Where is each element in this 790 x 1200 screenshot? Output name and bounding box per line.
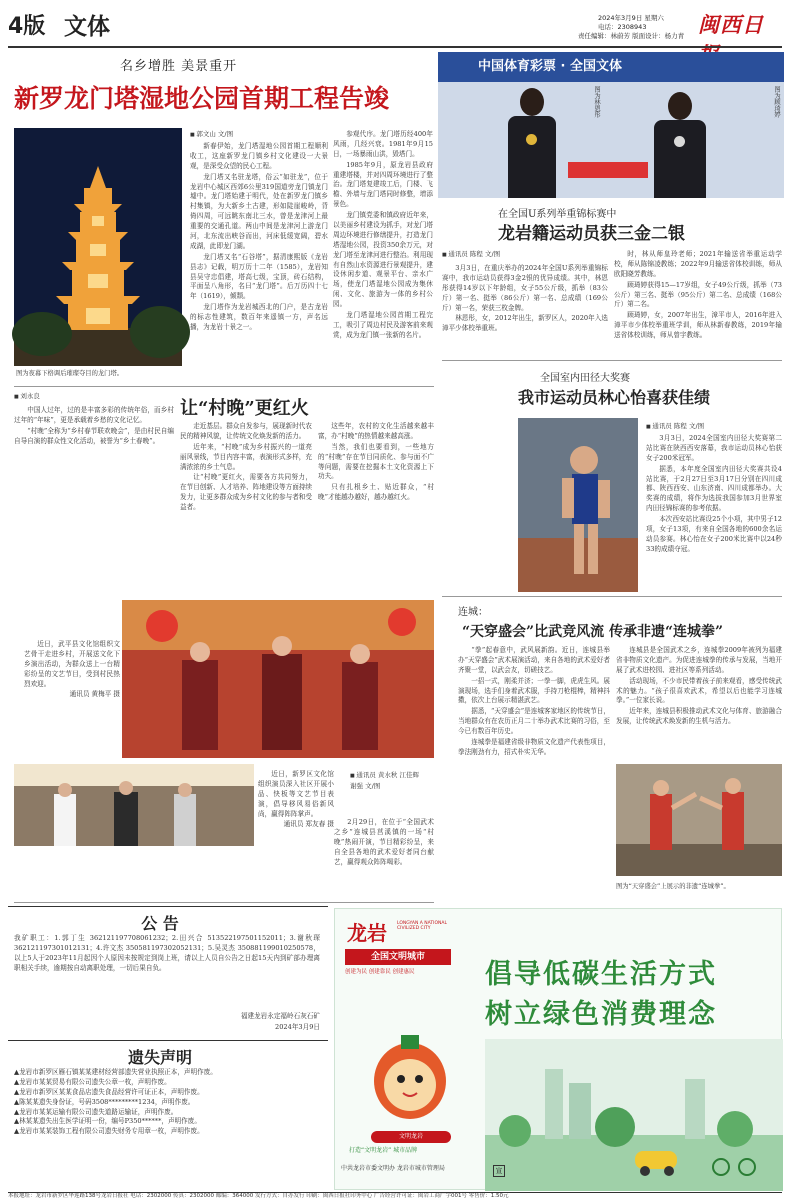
lead-body-col1: [190, 142, 328, 368]
runner-paragraph: 本次西安站比赛设25个小项，其中男子12项，女子13项，有来自全国各地的600余名运动员参赛。林心怡在女子200米比赛中以24秒33的成绩夺冠。: [646, 515, 782, 553]
sports-col2: [614, 250, 782, 354]
village-paragraph: 让“村晚”更红火，需要各方共同努力，在节目创新、人才培养、阵地建设等方面持续发力，让更多群众成为乡村文化的参与者和受益者。: [180, 473, 312, 512]
village-paragraph: “村晚”全称为“乡村春节联欢晚会”，是由村民自编自导自演的群众性文化活动，被誉为“乡土春晚”。: [14, 426, 174, 445]
wushu-paragraph: 一招一式，刚柔并济；一拳一脚，虎虎生风。展演现场，选手们身着武术服，手持刀枪棍棒，精神抖擞，依次上台展示精湛武艺。: [458, 676, 610, 705]
divider: [14, 386, 434, 387]
lost-item: ▲龙岩市某某运输有限公司遗失道路运输证，声明作废。: [14, 1107, 178, 1116]
runner-body: [646, 434, 782, 590]
divider: [8, 1040, 328, 1041]
sports-kicker: 在全国U系列举重锦标赛中: [498, 209, 617, 220]
lead-paragraph: 新春伊始，龙门塔湿地公园首期工程顺利收工，这座新罗龙门镇乡村文化建设一大景观，是深受众望的民心工程。: [190, 142, 328, 170]
masthead-date: 2024年3月9日 星期六: [598, 14, 664, 22]
lost-item: ▲龙岩市新罗区某某食品店遗失食品经营许可证正本，声明作废。: [14, 1087, 204, 1096]
ad-headline-line1: 倡导低碳生活方式: [485, 959, 717, 990]
ad-slogan-small: 创建为民 创建靠民 创建惠民: [345, 969, 415, 975]
sports-paragraph: 顾琦婷，女，2007年出生，漳平市人，2016年进入漳平市少体校举重班学训，师从林新春教练，2019年输送省体校训练，师从曾宇教练。: [614, 311, 782, 340]
city-scenery-illustration: [485, 1039, 783, 1191]
masthead-editors: 责任编辑：林蔚芳 版面设计：杨力青: [578, 32, 685, 40]
pagoda-illustration: [14, 128, 182, 366]
skit-illustration: [14, 764, 254, 846]
mascot-icon: [365, 1021, 455, 1131]
night-show-paragraph: 2月29日，在位于“全国武术之乡”连城县莒溪镇的一场“村晚”热闹开演，节目精彩纷呈，来自全县各地的武术爱好者同台献艺，赢得观众阵阵喝彩。: [334, 818, 434, 866]
divider: [442, 360, 782, 361]
public-service-ad: [334, 908, 782, 1190]
page-number: 4版: [8, 14, 46, 39]
ad-scenery: [485, 1039, 783, 1191]
lead-body-col2: [333, 130, 433, 368]
wushu-headline: “天穿盛会”比武竞风流 传承非遗“连城拳”: [462, 624, 724, 640]
photo-news-text: 近日，武平县文化馆组织文艺骨干走进乡村，开展送文化下乡演出活动，为群众送上一台精彩纷呈的文艺节目，受到村民热烈欢迎。: [24, 640, 120, 688]
wushu-paragraph: 近年来，连城县积极推动武术文化与体育、旅游融合发展，让传统武术焕发新的生机与活力。: [616, 707, 782, 726]
photo-news-author: 通讯员 郑友春 摄: [283, 820, 334, 829]
lead-byline: ■ 郭文山 文/图: [190, 130, 310, 139]
logo-strip: [568, 162, 648, 178]
lead-paragraph: 龙门塔又名“石谷塔”，据清康熙版《龙岩县志》记载，明万历十二年（1585），龙岩知县吴守忠倡建，塔高七级，宝顶，砖石结构，平面呈八角形，名曰“龙门塔”。后万历四十七年（1619），倾颓。: [190, 252, 328, 301]
village-col2: [180, 422, 312, 590]
ad-headline-line2: 树立绿色消费理念: [485, 999, 717, 1030]
ad-bottom-line: 打造“文明龙岩” 城市品牌: [349, 1147, 418, 1154]
lost-list: [14, 1068, 320, 1186]
wushu-paragraph: 活动现场，不少市民带着孩子前来观看，感受传统武术的魅力。“孩子很喜欢武术，希望以后也能学习连城拳。”一位家长说。: [616, 676, 782, 705]
village-author: ■ 刘永良: [14, 392, 94, 401]
village-paragraph: 走近基层。群众自发参与，展现新时代农民的精神风貌，让传统文化焕发新的活力。: [180, 422, 312, 440]
lost-item: ▲龙岩市新罗区雁石镇某某建材经营部遗失营业执照正本，声明作废。: [14, 1068, 217, 1076]
lost-item: ▲陈某某遗失身份证，号码3508*********1234，声明作废。: [14, 1097, 195, 1106]
dancers-illustration: [122, 600, 434, 758]
lead-paragraph: 龙门镇党委和镇政府近年来，以美丽乡村建设为抓手，对龙门塔周边环境进行修缮提升，打造龙门塔湿地公园，投资350余万元，对龙门塔至龙津河进行整治。利用现有自然山水资源进行景观提升，建设休闲步道、观景平台、亲水广场，使龙门塔湿地公园成为集休闲、文化、旅游为一体的乡村公园。: [333, 211, 433, 309]
martial-artists-illustration: [616, 764, 782, 876]
village-paragraph: 中国人过年，过的是丰富多彩的传统年俗，而乡村过年的“年味”，更是承载着乡愁的文化记忆。: [14, 406, 174, 424]
lead-paragraph: 龙门塔湿地公园首期工程完工，吸引了周边村民及游客前来观赏，成为龙门镇一张新的名片。: [333, 311, 433, 339]
ad-city-english: LONGYAN A NATIONAL CIVILIZED CITY: [397, 921, 447, 932]
divider: [14, 902, 434, 903]
athlete-left: [502, 84, 562, 198]
wushu-photo: [616, 764, 782, 876]
village-paragraph: 这些年，农村的文化生活越来越丰富，办“村晚”的热情越来越高涨。: [318, 422, 434, 440]
folk-performance-photo: [122, 600, 434, 758]
lead-paragraph: 1985年9月，原龙岩县政府重建塔楼，并对四周环境进行了整治。龙门塔复建竣工后，门楼、飞檐、外墙与龙门塔同时修整，增添景色。: [333, 160, 433, 209]
runner-photo: [518, 418, 638, 592]
notice-body: [14, 934, 320, 1006]
athlete-right: [648, 90, 714, 198]
ad-sponsor-tag: 宣: [493, 1165, 505, 1177]
section-name: 文体: [64, 13, 110, 40]
lead-photo-dragon-gate-tower: [14, 128, 182, 366]
lead-paragraph: 龙门塔又名驻龙塔，俗云“如驻龙”，位于龙岩中心城区西郊6公里319国道旁龙门镇龙门墟中。龙门塔始建于明代，处在新罗龙门镇乡村集镇，为大新乡土古建，形如陡崖峻岭，背倚四周，可远眺东南北三水，曾是龙津河上最重要的交通孔道。两山中间是龙津河上游龙门河，北东流出峡谷而出，河床低缓宽阔，碧水成湖，此即龙门湖。: [190, 172, 328, 250]
lost-item: ▲龙岩市某某贸易有限公司遗失公章一枚，声明作废。: [14, 1077, 171, 1086]
lead-photo-caption: 图为夜幕下格调后璀璨夺目的龙门塔。: [16, 370, 124, 377]
photo-news-1-text: [24, 640, 120, 746]
sports-byline: ■ 通讯员 陈程 文/图: [442, 250, 602, 259]
village-paragraph: 当然，我们也要看到，一些地方的“村晚”存在节目同质化、参与面不广等问题，需要在挖掘本土文化资源上下功夫。: [318, 442, 434, 481]
ad-badge: 全国文明城市: [345, 949, 451, 965]
skit-performance-photo: [14, 764, 254, 846]
caption-right: 图为顾琦婷: [773, 86, 780, 118]
sports-paragraph: 3月3日，在重庆举办的2024年全国U系列举重锦标赛中，我市运动员获得3金2银的优异成绩。其中，林恩彤获得14岁以下年龄组，女子55公斤级，抓举（83公斤）第一名、挺举（86公斤）第一名、总成绩（169公斤）第一名，荣获三枚金牌。: [442, 264, 608, 312]
notice-date: 2024年3月9日: [275, 1023, 320, 1031]
notice-title: 公 告: [141, 914, 179, 933]
sports-headline: 龙岩籍运动员获三金二银: [498, 224, 685, 244]
wushu-col1: [458, 646, 610, 902]
wushu-col2: [616, 646, 782, 754]
wushu-photo-caption: 图为“天穿盛会”上展示的非遗“连城拳”。: [616, 883, 730, 890]
runner-byline: ■ 通讯员 陈程 文/图: [646, 422, 786, 431]
lead-headline: 新罗龙门塔湿地公园首期工程告竣: [14, 84, 390, 113]
masthead: [8, 8, 782, 48]
night-show-text: [334, 818, 434, 898]
notice-signer: 福建龙岩永定福岭石灰石矿: [240, 1012, 320, 1020]
lead-paragraph: 龙门塔作为龙岩城西北的门户，是古龙岩的标志性建筑，数百年来遥镇一方，声名远播，为龙岩十景之一。: [190, 303, 328, 332]
sports-col1: [442, 264, 608, 354]
sports-paragraph: 顾琦婷获得15—17岁组，女子49公斤级，抓举（73公斤）第三名、挺举（95公斤）第二名、总成绩（168公斤）第二名。: [614, 280, 782, 309]
notice-paragraph: 我矿职工：1.郭丁生 362121197708061232；2.田兴合 513522197501152011；3.谢秋琛 362121197301012131；4.许文杰 350581197302052131；5.吴灵杰 350881199010250578，以上5人于2023年11月起因个人原因未按规定到岗上班，请以上人员自公告之日起15天内到矿部办理离职相关手续，逾期按自动离职处理，一切后果自负。: [14, 934, 320, 972]
divider: [442, 596, 782, 597]
photo-banner: 中国体育彩票 · 全国文体: [438, 52, 784, 82]
lost-item: ▲林某某遗失出生医学证明一份，编号P350******，声明作废。: [14, 1117, 201, 1126]
wushu-paragraph: “拳”起春意中，武风展新韵。近日，连城县举办“天穿盛会”武术展演活动，来自各地的武术爱好者齐聚一堂，以武会友，切磋技艺。: [458, 646, 610, 674]
lead-kicker: 名乡增胜 美景重开: [120, 59, 238, 74]
runner-paragraph: 据悉，本年度全国室内田径大奖赛共设4站比赛，于2月27日至3月17日分别在四川成都、陕西西安、山东济南、四川成都举办。大奖赛的成绩，将作为选拔我国参加3月世界室内田径锦标赛的参考依据。: [646, 464, 782, 513]
wushu-paragraph: 连城县是全国武术之乡，连城拳2009年被列为福建省非物质文化遗产。为促进连城拳的传承与发展，当地开展了武术进校园、进社区等系列活动。: [616, 646, 782, 674]
photo-news-author: 通讯员 黄梅平 摄: [69, 690, 120, 699]
village-col1: [14, 406, 174, 590]
caption-left: 图为林恩彤: [593, 86, 600, 118]
village-paragraph: 近年来，“村晚”成为乡村振兴的一道亮丽风景线，节目内容丰富，表演形式多样，充满浓浓的乡土气息。: [180, 442, 312, 471]
lost-item: ▲龙岩市某某装饰工程有限公司遗失财务专用章一枚，声明作废。: [14, 1127, 204, 1136]
runner-headline: 我市运动员林心怡喜获佳绩: [518, 388, 711, 407]
weightlifters-photo: [438, 52, 784, 198]
runner-illustration: [518, 418, 638, 592]
wushu-paragraph: 据悉，“天穿盛会”是连城客家地区的传统节日，当地群众有在农历正月二十举办武术比赛的习俗，至今已有数百年历史。: [458, 707, 610, 736]
runner-kicker: 全国室内田径大奖赛: [540, 373, 630, 384]
masthead-rule: [8, 46, 782, 48]
runner-paragraph: 3月3日，2024全国室内田径大奖赛第二站比赛在陕西西安落幕，我市运动员林心怡获女子200米冠军。: [646, 434, 782, 462]
photo-news-text: 近日，新罗区文化馆组织演员深入社区开展小品、快板等文艺节目表演，倡导移风易俗新风尚，赢得阵阵掌声。: [258, 770, 334, 818]
masthead-phone: 电话：2308943: [598, 23, 647, 31]
mascot-illustration: [365, 1021, 455, 1131]
photo-news-2-text: [258, 770, 334, 854]
village-headline: 让“村晚”更红火: [180, 398, 309, 419]
wushu-paragraph: 连城拳是福建省级非物质文化遗产代表性项目，拳法刚劲有力，招式朴实无华。: [458, 738, 610, 756]
newspaper-logo: 闽西日: [698, 12, 764, 37]
wushu-section-label: 连城：: [458, 607, 488, 618]
divider: [8, 906, 328, 907]
ad-city-name: 龙岩: [347, 921, 387, 945]
ad-mascot-tag: 文明龙岩: [371, 1131, 451, 1143]
village-col3: [318, 422, 434, 590]
ad-sponsor: 中共龙岩市委文明办 龙岩市城市管理局: [341, 1165, 445, 1172]
lead-paragraph: 参观代序。龙门塔历经400年风雨，几经兴衰。1981年9月15日，一场暴雨山洪，毁塔门。: [333, 130, 433, 158]
sports-paragraph: 林恩彤，女，2012年出生，新罗区人，2020年入选漳平少体校举重班。: [442, 314, 608, 333]
sports-paragraph: 时，林从师皇玲老师；2021年输送省举重运动学校，师从陈锦凌教练；2022年9月输送省体校训练，师从欧阳晓芳教练。: [614, 250, 782, 278]
village-paragraph: 只有扎根乡土、贴近群众，“村晚”才能越办越好，越办越红火。: [318, 483, 434, 502]
footer-text: 本报地址：龙岩市新罗区华莲路138号龙岩日报社 电话：2302000 传真：2302000 邮编：364000 发行方式：自办发行 印刷：闽西日报社印务中心 广告经营许可证：闽岩工商广字001号 零售价：1.50元: [8, 1193, 509, 1199]
night-show-byline: ■ 通讯员 黄水秋 江佳辉 谢强 文/图: [350, 770, 420, 792]
lost-title: 遗失声明: [127, 1048, 192, 1067]
